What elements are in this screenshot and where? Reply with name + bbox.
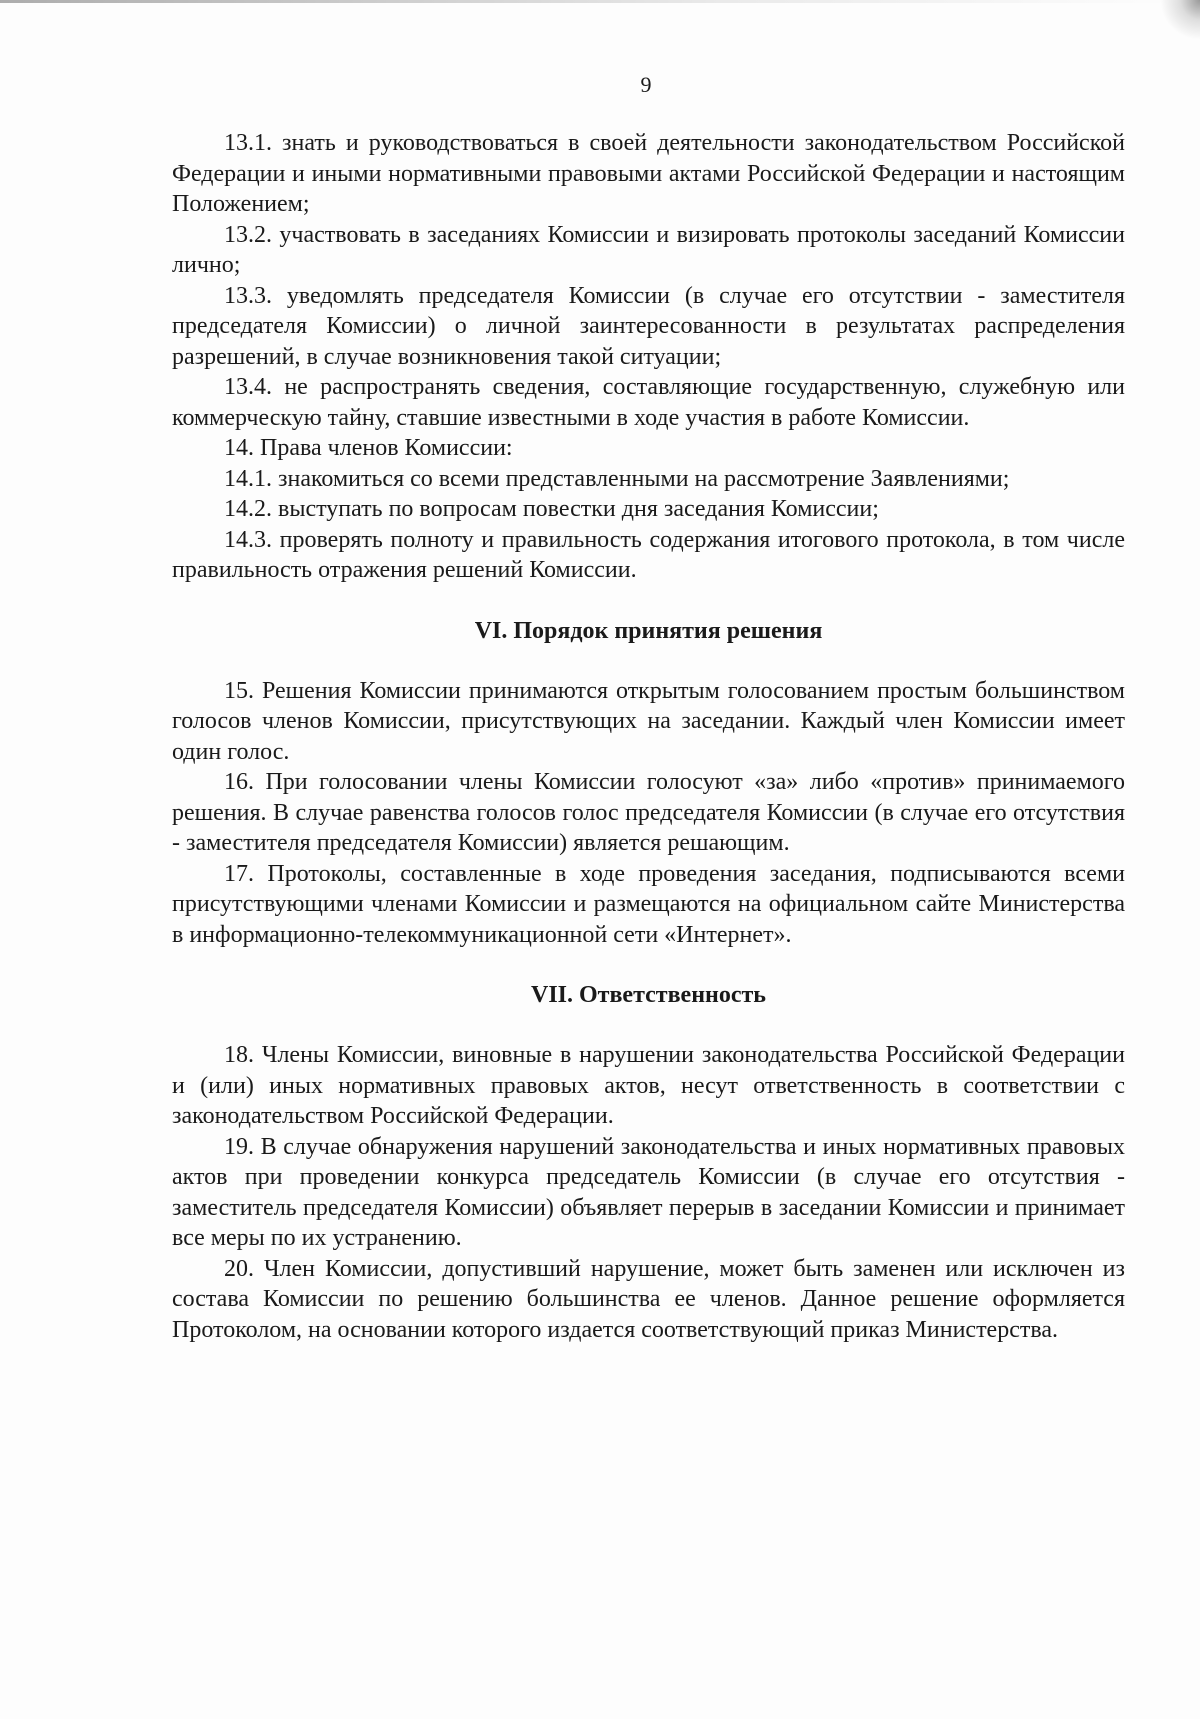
paragraph-13-3: 13.3. уведомлять председателя Комиссии (в случае его отсутствии - заместителя председателя Комиссии) о личной заинтересованности в результатах распределения разрешений, в случае возникновения такой ситуации; xyxy=(172,282,1125,370)
paragraph-17: 17. Протоколы, составленные в ходе проведения заседания, подписываются всеми присутствующими членами Комиссии и размещаются на официальном сайте Министерства в информационно-телекоммуникационной сети «Интернет». xyxy=(172,860,1125,948)
paragraph-15: 15. Решения Комиссии принимаются открытым голосованием простым большинством голосов членов Комиссии, присутствующих на заседании. Каждый член Комиссии имеет один голос. xyxy=(172,677,1125,765)
paragraph-20: 20. Член Комиссии, допустивший нарушение, может быть заменен или исключен из состава Комиссии по решению большинства ее членов. Данное решение оформляется Протоколом, на основании которого издается соответствующий приказ Министерства. xyxy=(172,1255,1125,1343)
page-number: 9 xyxy=(640,72,652,97)
scan-edge-corner xyxy=(1160,0,1200,40)
paragraph-18: 18. Члены Комиссии, виновные в нарушении законодательства Российской Федерации и (или) иных нормативных правовых актов, несут ответственность в соответствии с законодательством Российской Федерации. xyxy=(172,1042,1125,1129)
scan-edge-top xyxy=(0,0,1200,3)
paragraph-16: 16. При голосовании члены Комиссии голосуют «за» либо «против» принимаемого решения. В случае равенства голосов голос председателя Комиссии (в случае его отсутствия - заместителя председателя Комиссии) является решающим. xyxy=(172,769,1125,856)
paragraph-14-2: 14.2. выступать по вопросам повестки дня заседания Комиссии; xyxy=(224,496,879,522)
paragraph-13-4: 13.4. не распространять сведения, составляющие государственную, служебную или коммерческую тайну, ставшие известными в ходе участия в работе Комиссии. xyxy=(172,374,1125,431)
paragraph-14-1: 14.1. знакомиться со всеми представленными на рассмотрение Заявлениями; xyxy=(224,465,1010,492)
paragraph-13-2: 13.2. участвовать в заседаниях Комиссии и визировать протоколы заседаний Комиссии лично; xyxy=(172,221,1125,278)
paragraph-14: 14. Права членов Комиссии: xyxy=(224,435,513,461)
document-body xyxy=(172,128,1125,1345)
paragraph-13-1: 13.1. знать и руководствоваться в своей деятельности законодательством Российской Федерации и иными нормативными правовыми актами Российской Федерации и настоящим Положением; xyxy=(172,130,1125,217)
paragraph-19: 19. В случае обнаружения нарушений законодательства и иных нормативных правовых актов при проведении конкурса председатель Комиссии (в случае его отсутствия - заместитель председателя Комиссии) объявляет перерыв в заседании Комиссии и принимает все меры по их устранению. xyxy=(172,1133,1125,1251)
paragraph-14-3: 14.3. проверять полноту и правильность содержания итогового протокола, в том числе правильность отражения решений Комиссии. xyxy=(172,526,1125,583)
section-heading-vi: VI. Порядок принятия решения xyxy=(474,617,823,644)
section-heading-vii: VII. Ответственность xyxy=(530,982,766,1008)
